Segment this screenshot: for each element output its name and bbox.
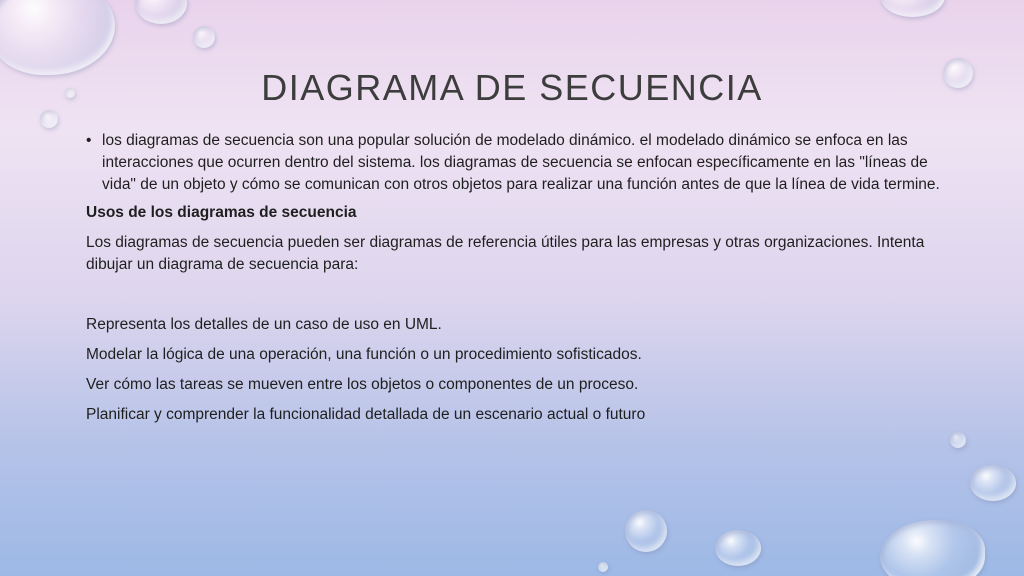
water-drop-decoration bbox=[135, 0, 187, 24]
bullet-icon: • bbox=[86, 132, 92, 149]
bullet-item bbox=[86, 130, 946, 196]
water-drop-decoration bbox=[950, 432, 966, 448]
subheading: Usos de los diagramas de secuencia bbox=[86, 204, 357, 221]
slide-content bbox=[86, 130, 946, 434]
water-drop-decoration bbox=[193, 26, 215, 48]
water-drop-decoration bbox=[970, 465, 1016, 501]
water-drop-decoration bbox=[880, 520, 985, 576]
blank-line bbox=[86, 284, 946, 306]
bullet-text: los diagramas de secuencia son una popular solución de modelado dinámico. el modelado dinámico se enfoca en las interacciones que ocurren dentro del sistema. los diagramas de secuencia se enfocan específicamente en las "líneas de vida" de un objeto y cómo se comunican con otros objetos para realizar una función antes de que la línea de vida termine. bbox=[102, 132, 940, 193]
use-item: Ver cómo las tareas se mueven entre los objetos o componentes de un proceso. bbox=[86, 376, 639, 393]
water-drop-decoration bbox=[715, 530, 761, 566]
use-item: Planificar y comprender la funcionalidad detallada de un escenario actual o futuro bbox=[86, 406, 646, 423]
water-drop-decoration bbox=[40, 110, 58, 128]
slide-title: DIAGRAMA DE SECUENCIA bbox=[261, 67, 763, 108]
water-drop-decoration bbox=[880, 0, 945, 17]
intro-paragraph: Los diagramas de secuencia pueden ser diagramas de referencia útiles para las empresas y otras organizaciones. Intenta dibujar un diagrama de secuencia para: bbox=[86, 234, 925, 273]
water-drop-decoration bbox=[625, 510, 667, 552]
use-item: Modelar la lógica de una operación, una función o un procedimiento sofisticados. bbox=[86, 346, 642, 363]
water-drop-decoration bbox=[598, 562, 608, 572]
use-item: Representa los detalles de un caso de uso en UML. bbox=[86, 316, 442, 333]
